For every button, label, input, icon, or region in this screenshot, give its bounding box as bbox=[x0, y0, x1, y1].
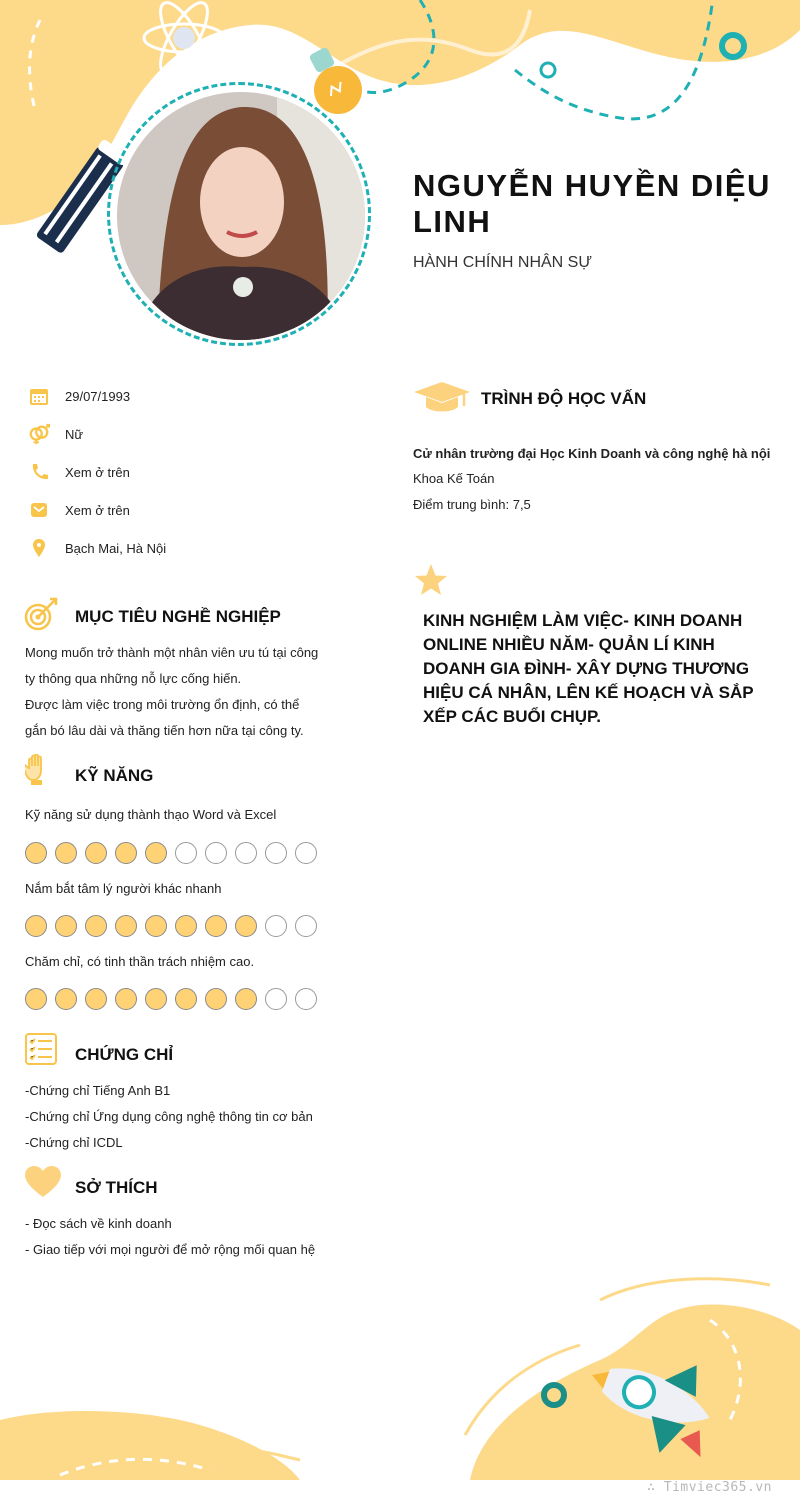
education-title: TRÌNH ĐỘ HỌC VẤN bbox=[481, 389, 647, 408]
address-value: Bạch Mai, Hà Nội bbox=[65, 540, 167, 556]
skills-title: KỸ NĂNG bbox=[75, 766, 154, 785]
phone-value[interactable]: Xem ở trên bbox=[65, 464, 130, 480]
hobby-item: - Đọc sách về kinh doanh bbox=[25, 1216, 172, 1231]
footer-decoration bbox=[0, 1270, 800, 1480]
skill-label: Kỹ năng sử dụng thành thạo Word và Excel bbox=[25, 807, 277, 822]
certificates-title: CHỨNG CHỈ bbox=[75, 1045, 174, 1064]
gender-icon bbox=[28, 423, 50, 445]
phone-icon bbox=[28, 461, 50, 483]
education-school: Cử nhân trường đại Học Kinh Doanh và công nghệ hà nội bbox=[413, 446, 771, 461]
skill-label: Chăm chỉ, có tinh thần trách nhiệm cao. bbox=[25, 954, 255, 969]
star-icon bbox=[414, 563, 448, 602]
watermark: ∴ Timviec365.vn bbox=[647, 1480, 772, 1495]
skill-rating bbox=[25, 842, 317, 864]
rating-dot-empty bbox=[265, 988, 287, 1010]
email-icon bbox=[28, 499, 50, 521]
rating-dot-filled bbox=[175, 988, 197, 1010]
contact-birthday bbox=[28, 384, 130, 408]
rating-dot-filled bbox=[55, 988, 77, 1010]
contact-email bbox=[28, 498, 130, 522]
education-faculty: Khoa Kế Toán bbox=[413, 471, 495, 486]
certificate-item: -Chứng chỉ Tiếng Anh B1 bbox=[25, 1083, 171, 1098]
candidate-name: NGUYỄN HUYỀN DIỆU LINH bbox=[413, 168, 771, 239]
rating-dot-filled bbox=[205, 988, 227, 1010]
rating-dot-filled bbox=[115, 988, 137, 1010]
hobbies-title: SỞ THÍCH bbox=[75, 1178, 158, 1197]
contact-gender bbox=[28, 422, 83, 446]
location-pin-icon bbox=[28, 537, 50, 559]
rating-dot-empty bbox=[295, 842, 317, 864]
objective-line: Được làm việc trong môi trường ổn định, có thể bbox=[25, 697, 300, 712]
objective-line: ty thông qua những nỗ lực cống hiến. bbox=[25, 671, 242, 686]
rating-dot-filled bbox=[25, 915, 47, 937]
rating-dot-filled bbox=[145, 988, 167, 1010]
calendar-icon bbox=[28, 385, 50, 407]
rating-dot-filled bbox=[25, 988, 47, 1010]
rating-dot-filled bbox=[55, 842, 77, 864]
rating-dot-filled bbox=[55, 915, 77, 937]
target-icon bbox=[24, 597, 58, 636]
contact-address bbox=[28, 536, 166, 560]
objective-line: Mong muốn trở thành một nhân viên ưu tú tại công bbox=[25, 645, 319, 660]
rating-dot-filled bbox=[25, 842, 47, 864]
rating-dot-filled bbox=[205, 915, 227, 937]
certificate-item: -Chứng chỉ ICDL bbox=[25, 1135, 123, 1150]
rating-dot-empty bbox=[295, 988, 317, 1010]
rating-dot-filled bbox=[115, 842, 137, 864]
heart-icon bbox=[25, 1166, 61, 1203]
hand-icon bbox=[25, 754, 49, 791]
email-value[interactable]: Xem ở trên bbox=[65, 502, 130, 518]
job-position: HÀNH CHÍNH NHÂN SỰ bbox=[413, 254, 593, 271]
objective-line: gắn bó lâu dài và thăng tiến hơn nữa tại công ty. bbox=[25, 723, 304, 738]
rating-dot-empty bbox=[235, 842, 257, 864]
certificate-item: -Chứng chỉ Ứng dụng công nghệ thông tin cơ bản bbox=[25, 1109, 313, 1124]
experience-text: KINH NGHIỆM LÀM VIỆC- KINH DOANH ONLINE NHIỀU NĂM- QUẢN LÍ KINH DOANH GIA ĐÌNH- XÂY DỰNG THƯƠNG HIỆU CÁ NHÂN, LÊN KẾ HOẠCH VÀ SẮP XẾP CÁC BUỔI CHỤP. bbox=[423, 611, 754, 726]
rating-dot-empty bbox=[265, 842, 287, 864]
contact-phone bbox=[28, 460, 130, 484]
objective-text bbox=[25, 640, 318, 744]
rating-dot-empty bbox=[205, 842, 227, 864]
skill-label: Nắm bắt tâm lý người khác nhanh bbox=[25, 881, 222, 896]
certificate-list bbox=[25, 1078, 313, 1156]
rating-dot-filled bbox=[85, 915, 107, 937]
rating-dot-empty bbox=[295, 915, 317, 937]
rating-dot-filled bbox=[145, 915, 167, 937]
rating-dot-filled bbox=[115, 915, 137, 937]
skill-rating bbox=[25, 988, 317, 1010]
birthday-value: 29/07/1993 bbox=[65, 388, 131, 404]
education-gpa: Điểm trung bình: 7,5 bbox=[413, 497, 531, 512]
hobby-item: - Giao tiếp với mọi người để mở rộng mối quan hệ bbox=[25, 1242, 316, 1257]
gender-value: Nữ bbox=[65, 426, 84, 442]
skill-rating bbox=[25, 915, 317, 937]
graduation-cap-icon bbox=[414, 381, 470, 420]
rating-dot-filled bbox=[175, 915, 197, 937]
rating-dot-filled bbox=[235, 988, 257, 1010]
hobby-list bbox=[25, 1211, 315, 1263]
rating-dot-filled bbox=[85, 842, 107, 864]
objective-title: MỤC TIÊU NGHỀ NGHIỆP bbox=[75, 607, 281, 626]
rating-dot-empty bbox=[175, 842, 197, 864]
avatar bbox=[117, 92, 365, 340]
checklist-icon bbox=[25, 1033, 57, 1070]
rating-dot-filled bbox=[235, 915, 257, 937]
rating-dot-filled bbox=[145, 842, 167, 864]
rating-dot-filled bbox=[85, 988, 107, 1010]
rating-dot-empty bbox=[265, 915, 287, 937]
